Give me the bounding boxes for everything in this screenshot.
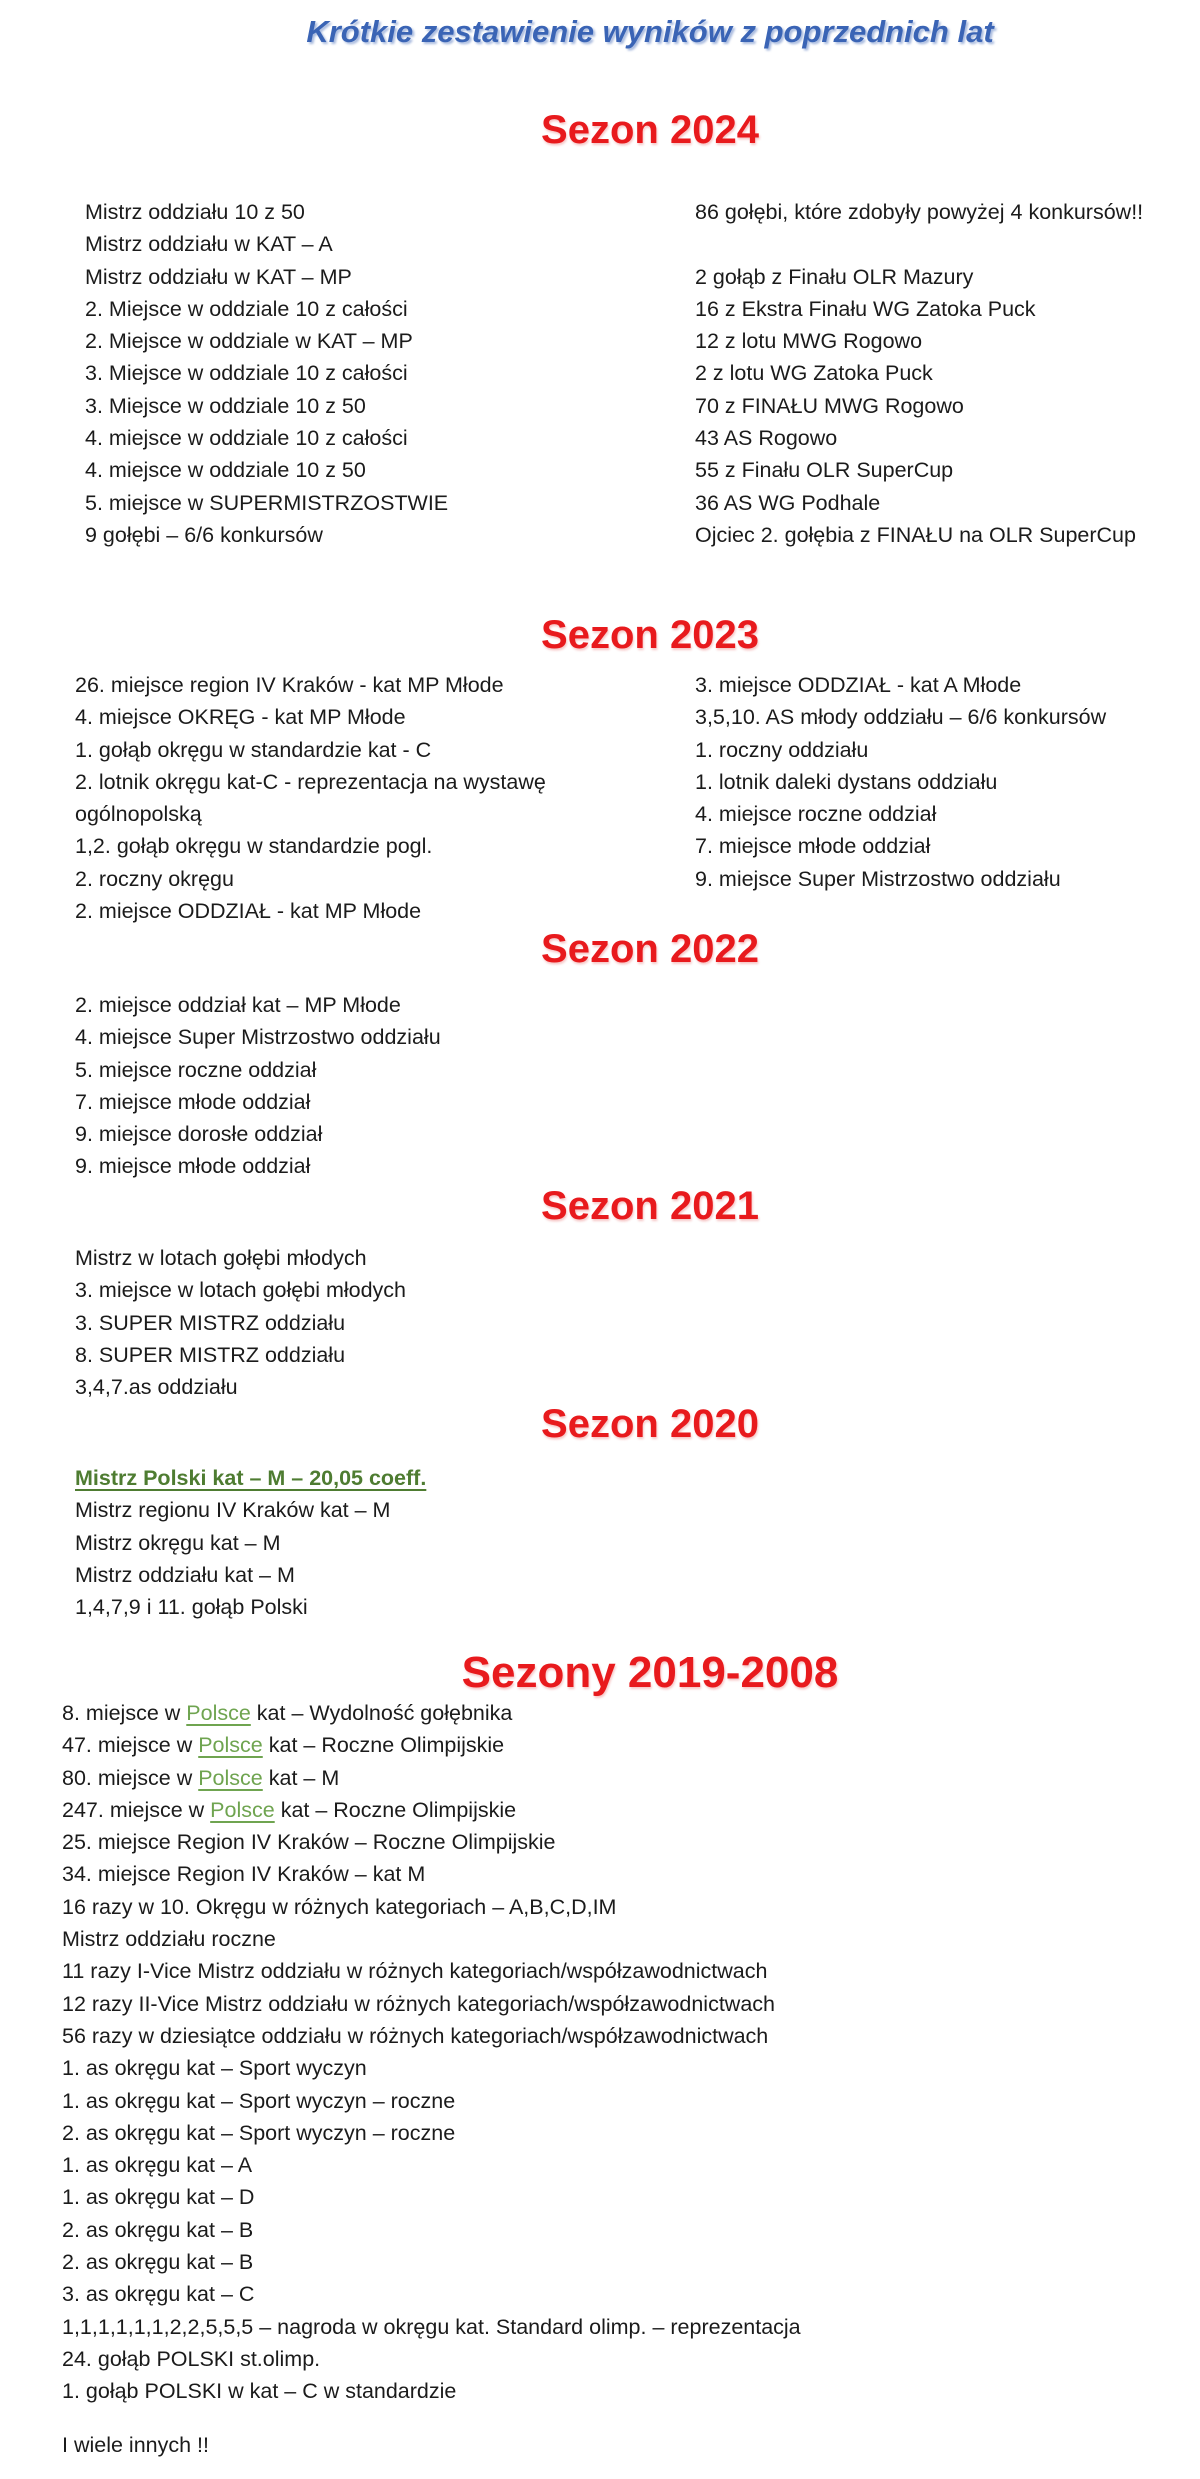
result-line: 3. SUPER MISTRZ oddziału [75, 1310, 346, 1335]
result-line: Mistrz oddziału 10 z 50 [85, 200, 305, 224]
result-line: 1,4,7,9 i 11. gołąb Polski [75, 1595, 308, 1620]
season-2023-columns [75, 669, 1106, 927]
result-line: 3. Miejsce w oddziale 10 z całości [85, 361, 408, 386]
season-heading-2023: Sezon 2023 [541, 613, 759, 657]
season-heading-2022: Sezon 2022 [541, 927, 759, 971]
season-heading-2024: Sezon 2024 [541, 108, 759, 152]
result-line: 2. as okręgu kat – Sport wyczyn – roczne [62, 2120, 456, 2145]
result-line: 7. miejsce młode oddział [695, 834, 931, 859]
result-line: Mistrz oddziału w KAT – A [85, 232, 333, 257]
polsce-link[interactable]: Polsce [198, 1765, 263, 1790]
result-line: 3,4,7.as oddziału [75, 1375, 238, 1400]
result-line: 2. as okręgu kat – B [62, 2217, 254, 2242]
result-line: 43 AS Rogowo [695, 426, 838, 451]
result-line: 3,5,10. AS młody oddziału – 6/6 konkursów [695, 705, 1107, 730]
line-text: kat – M [262, 1765, 340, 1790]
result-line: 2. lotnik okręgu kat-C - reprezentacja na wystawę [75, 769, 546, 794]
result-line: 4. miejsce w oddziale 10 z całości [85, 426, 408, 451]
result-line: 1. as okręgu kat – Sport wyczyn [62, 2056, 367, 2081]
result-line: 2 gołąb z Finału OLR Mazury [695, 264, 974, 289]
result-line: 25. miejsce Region IV Kraków – Roczne Olimpijskie [62, 1830, 556, 1855]
result-line: 9. miejsce dorosłe oddział [75, 1122, 323, 1147]
result-line: 70 z FINAŁU MWG Rogowo [695, 393, 964, 418]
result-line: 9. miejsce Super Mistrzostwo oddziału [695, 866, 1061, 891]
result-line: 12 z lotu MWG Rogowo [695, 329, 923, 354]
result-line: 56 razy w dziesiątce oddziału w różnych kategoriach/współzawodnictwach [62, 2023, 769, 2048]
result-line: 5. miejsce roczne oddział [75, 1057, 317, 1082]
footer-note: I wiele innych !! [62, 2433, 209, 2457]
result-line: Mistrz oddziału w KAT – MP [85, 264, 352, 289]
line-text: 80. miejsce w [62, 1765, 199, 1790]
season-2023-right-list [695, 669, 1106, 927]
season-heading-2020: Sezon 2020 [541, 1402, 759, 1446]
result-line: 2. Miejsce w oddziale w KAT – MP [85, 329, 413, 354]
season-2022-list [75, 989, 441, 1183]
result-line [62, 1794, 801, 1826]
result-line: Mistrz regionu IV Kraków kat – M [75, 1498, 391, 1523]
result-line: 3. Miejsce w oddziale 10 z 50 [85, 393, 366, 418]
result-line: 1. gołąb okręgu w standardzie kat - C [75, 737, 432, 762]
season-2023-left-list [75, 669, 695, 927]
result-line: 16 z Ekstra Finału WG Zatoka Puck [695, 296, 1036, 321]
season-2024-columns [85, 196, 1143, 551]
result-line: 55 z Finału OLR SuperCup [695, 458, 954, 483]
result-line [62, 1729, 801, 1761]
season-2021-list [75, 1242, 406, 1403]
result-line [62, 1762, 801, 1794]
result-line: 2. roczny okręgu [75, 866, 234, 891]
result-line: Mistrz w lotach gołębi młodych [75, 1246, 367, 1270]
result-line: 1. as okręgu kat – A [62, 2153, 253, 2178]
result-line: 4. miejsce w oddziale 10 z 50 [85, 458, 366, 483]
result-line: 1. as okręgu kat – D [62, 2185, 255, 2210]
result-line: 1. lotnik daleki dystans oddziału [695, 769, 998, 794]
line-text: 8. miejsce w [62, 1701, 187, 1725]
result-line: 2. as okręgu kat – B [62, 2250, 254, 2275]
polsce-link[interactable]: Polsce [186, 1701, 251, 1725]
result-line: Ojciec 2. gołębia z FINAŁU na OLR SuperCup [695, 522, 1136, 547]
result-line: 26. miejsce region IV Kraków - kat MP Młode [75, 673, 504, 697]
result-line: 1,1,1,1,1,1,2,2,5,5,5 – nagroda w okręgu kat. Standard olimp. – reprezentacja [62, 2314, 801, 2339]
result-line: Mistrz oddziału kat – M [75, 1562, 295, 1587]
seasons-2019-2008-list [62, 1697, 801, 2408]
season-heading-2019-2008: Sezony 2019-2008 [461, 1648, 839, 1697]
result-line: 12 razy II-Vice Mistrz oddziału w różnych kategoriach/współzawodnictwach [62, 1991, 775, 2016]
poland-champion-line: Mistrz Polski kat – M – 20,05 coeff. [75, 1466, 427, 1490]
result-line: 9 gołębi – 6/6 konkursów [85, 522, 323, 547]
season-2020-list [75, 1462, 426, 1623]
line-text: 47. miejsce w [62, 1733, 199, 1758]
result-line: 2. Miejsce w oddziale 10 z całości [85, 296, 408, 321]
line-text: kat – Wydolność gołębnika [250, 1701, 513, 1725]
result-line: 4. miejsce OKRĘG - kat MP Młode [75, 705, 406, 730]
line-text: kat – Roczne Olimpijskie [262, 1733, 505, 1758]
result-line: 36 AS WG Podhale [695, 490, 881, 515]
season-heading-2021: Sezon 2021 [541, 1184, 759, 1228]
result-line: ogólnopolską [75, 802, 202, 827]
result-line: 9. miejsce młode oddział [75, 1154, 311, 1179]
result-line: 1. roczny oddziału [695, 737, 869, 762]
season-2024-left-list [85, 196, 695, 551]
blank-line [695, 228, 1143, 260]
result-line: Mistrz okręgu kat – M [75, 1530, 281, 1555]
polsce-link[interactable]: Polsce [210, 1797, 275, 1822]
result-line: Mistrz oddziału roczne [62, 1927, 276, 1952]
result-line [62, 1697, 801, 1729]
result-line: 86 gołębi, które zdobyły powyżej 4 konkursów!! [695, 200, 1144, 224]
line-text: 247. miejsce w [62, 1797, 211, 1822]
result-line: 3. miejsce ODDZIAŁ - kat A Młode [695, 673, 1022, 697]
line-text: kat – Roczne Olimpijskie [274, 1797, 517, 1822]
result-line: 11 razy I-Vice Mistrz oddziału w różnych kategoriach/współzawodnictwach [62, 1959, 768, 1984]
result-line: 3. as okręgu kat – C [62, 2282, 255, 2307]
result-line: 2. miejsce ODDZIAŁ - kat MP Młode [75, 899, 422, 924]
result-line: 5. miejsce w SUPERMISTRZOSTWIE [85, 490, 449, 515]
result-line: 3. miejsce w lotach gołębi młodych [75, 1278, 407, 1303]
result-line: 4. miejsce roczne oddział [695, 802, 937, 827]
result-line: 24. gołąb POLSKI st.olimp. [62, 2346, 321, 2371]
result-line: 2. miejsce oddział kat – MP Młode [75, 993, 401, 1017]
season-2024-right-list [695, 196, 1143, 551]
result-line: 8. SUPER MISTRZ oddziału [75, 1342, 346, 1367]
result-line: 7. miejsce młode oddział [75, 1089, 311, 1114]
result-line: 34. miejsce Region IV Kraków – kat M [62, 1862, 426, 1887]
result-line: 1. gołąb POLSKI w kat – C w standardzie [62, 2379, 457, 2404]
result-line: 2 z lotu WG Zatoka Puck [695, 361, 933, 386]
result-line: 16 razy w 10. Okręgu w różnych kategoriach – A,B,C,D,IM [62, 1894, 617, 1919]
result-line: 1. as okręgu kat – Sport wyczyn – roczne [62, 2088, 456, 2113]
polsce-link[interactable]: Polsce [198, 1733, 263, 1758]
document-title: Krótkie zestawienie wyników z poprzednich lat [306, 14, 994, 49]
result-line: 4. miejsce Super Mistrzostwo oddziału [75, 1025, 441, 1050]
result-line: 1,2. gołąb okręgu w standardzie pogl. [75, 834, 433, 859]
